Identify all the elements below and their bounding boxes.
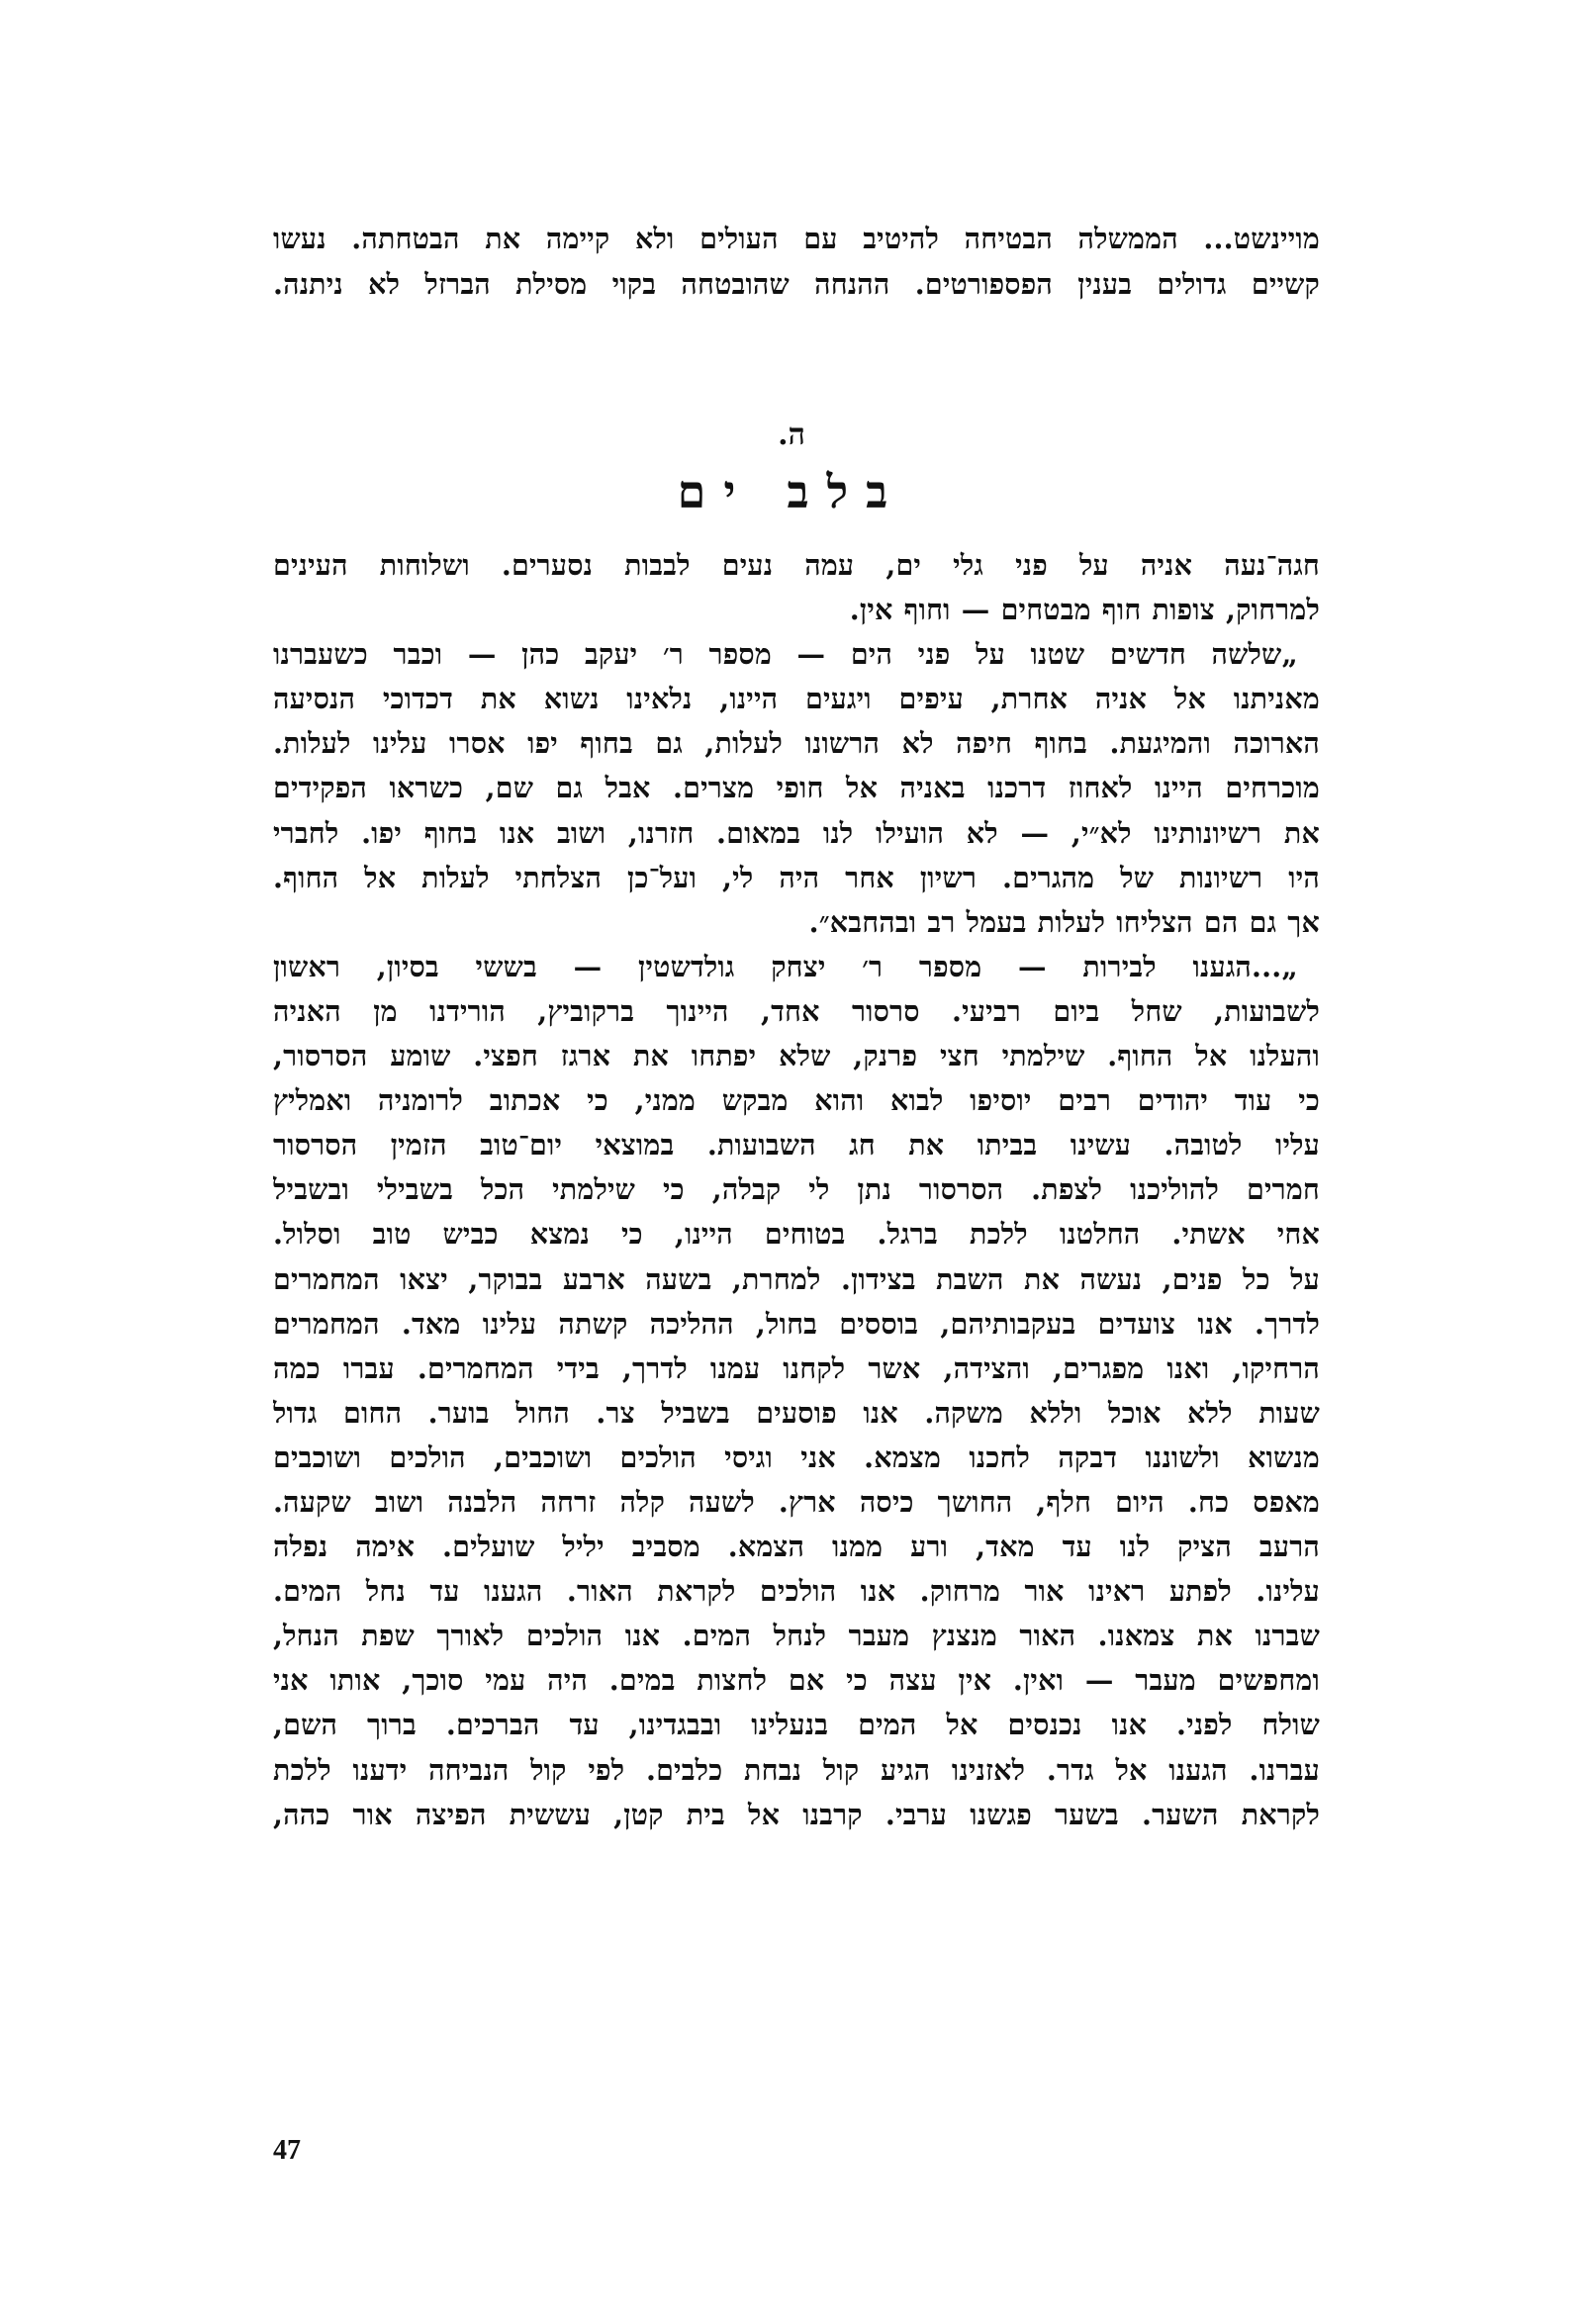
text-line: מוכרחים היינו לאחוז דרכנו באניה אל חופי מצרים. אבל גם שם, כשראו הפקידים xyxy=(273,771,1320,805)
text-line: ומחפשים מעבר — ואין. אין עצה כי אם לחצות במים. היה עמי סוכך, אותו אני xyxy=(273,1663,1320,1698)
text-line: על כל פנים, נעשה את השבת בצידון. למחרת, בשעה ארבע בבוקר, יצאו המחמרים xyxy=(273,1261,1320,1296)
text-line: הארוכה והמיגעת. בחוף חיפה לא הרשונו לעלות, גם בחוף יפו אסרו עלינו לעלות. xyxy=(273,726,1320,761)
text-line: שברנו את צמאנו. האור מנצנץ מעבר לנחל המים. אנו הולכים לאורך שפת הנחל, xyxy=(273,1619,1320,1653)
text-line: אך גם הם הצליחו לעלות בעמל רב ובהחבא״. xyxy=(808,904,1320,939)
text-line: שולח לפני. אנו נכנסים אל המים בנעלינו ובבגדינו, עד הברכים. ברוך השם, xyxy=(273,1708,1320,1742)
text-line: לקראת השער. בשער פגשנו ערבי. קרבנו אל בית קטן, עששית הפיצה אור כהה, xyxy=(273,1797,1320,1831)
text-line: עליו לטובה. עשינו בביתו את חג השבועות. במוצאי יום־טוב הזמין הסרסור xyxy=(273,1128,1320,1162)
page-number: 47 xyxy=(273,2135,301,2166)
text-line: חגה־נעה אניה על פני גלי ים, עמה נעים לבבות נסערים. ושלוחות העינים xyxy=(273,548,1320,582)
text-line: אחי אשתי. החלטנו ללכת ברגל. בטוחים היינו, כי נמצא כביש טוב וסלול. xyxy=(273,1217,1320,1252)
text-line: הרחיקו, ואנו מפגרים, והצידה, אשר לקחנו עמנו לדרך, בידי המחמרים. עברו כמה xyxy=(273,1350,1320,1385)
text-line: „...הגענו לבירות — מספר ר׳ יצחק גולדשטין — בששי בסיון, ראשון xyxy=(273,949,1298,983)
text-line: חמרים להוליכנו לצפת. הסרסור נתן לי קבלה, כי שילמתי הכל בשבילי ובשביל xyxy=(273,1172,1320,1207)
text-line: לשבועות, שחל ביום רביעי. סרסור אחד, היינוך ברקוביץ, הורידנו מן האניה xyxy=(273,993,1320,1028)
text-line: את רשיונותינו לא״י, — לא הועילו לנו במאום. חזרנו, ושוב אנו בחוף יפו. לחברי xyxy=(273,815,1320,850)
text-line: והעלנו אל החוף. שילמתי חצי פרנק, שלא יפתחו את ארגז חפצי. שומע הסרסור, xyxy=(273,1039,1320,1073)
text-line: מנשוא ולשוננו דבקה לחכנו מצמא. אני וגיסי הולכים ושוכבים, הולכים ושוכבים xyxy=(273,1440,1320,1474)
text-line: מאניתנו אל אניה אחרת, עיפים ויגעים היינו, נלאינו נשוא את דכדוכי הנסיעה xyxy=(273,682,1320,716)
text-line: היו רשיונות של מהגרים. רשיון אחר היה לי, ועל־כן הצלחתי לעלות אל החוף. xyxy=(273,860,1320,894)
chapter-title: בלב ים xyxy=(677,465,906,518)
text-line: מאפס כח. היום חלף, החושך כיסה ארץ. לשעה קלה זרחה הלבנה ושוב שקעה. xyxy=(273,1484,1320,1519)
text-line: הרעב הציק לנו עד מאד, ורע ממנו הצמא. מסביב יליל שועלים. אימה נפלה xyxy=(273,1530,1320,1564)
text-line: עלינו. לפתע ראינו אור מרחוק. אנו הולכים לקראת האור. הגענו עד נחל המים. xyxy=(273,1574,1320,1609)
chapter-body xyxy=(273,543,1320,1837)
intro-paragraph xyxy=(273,216,1320,307)
text-line: לדרך. אנו צועדים בעקבותיהם, בוססים בחול, ההליכה קשתה עלינו מאד. המחמרים xyxy=(273,1306,1320,1341)
text-line: קשיים גדולים בענין הפספורטים. ההנחה שהובטחה בקוי מסילת הברזל לא ניתנה. xyxy=(273,267,1320,301)
text-line: למרחוק, צופות חוף מבטחים — וחוף אין. xyxy=(849,593,1320,627)
text-line: „שלשה חדשים שטנו על פני הים — מספר ר׳ יעקב כהן — וכבר כשעברנו xyxy=(273,637,1298,672)
section-number: ה. xyxy=(778,418,805,452)
text-line: עברנו. הגענו אל גדר. לאזנינו הגיע קול נבחת כלבים. לפי קול הנביחה ידענו ללכת xyxy=(273,1752,1320,1787)
text-line: שעות ללא אוכל וללא משקה. אנו פוסעים בשביל צר. החול בוער. החום גדול xyxy=(273,1395,1320,1430)
text-line: כי עוד יהודים רבים יוסיפו לבוא והוא מבקש ממני, כי אכתוב לרומניה ואמליץ xyxy=(273,1083,1320,1118)
text-line: מויינשט... הממשלה הבטיחה להיטיב עם העולים ולא קיימה את הבטחתה. נעשו xyxy=(273,222,1320,255)
